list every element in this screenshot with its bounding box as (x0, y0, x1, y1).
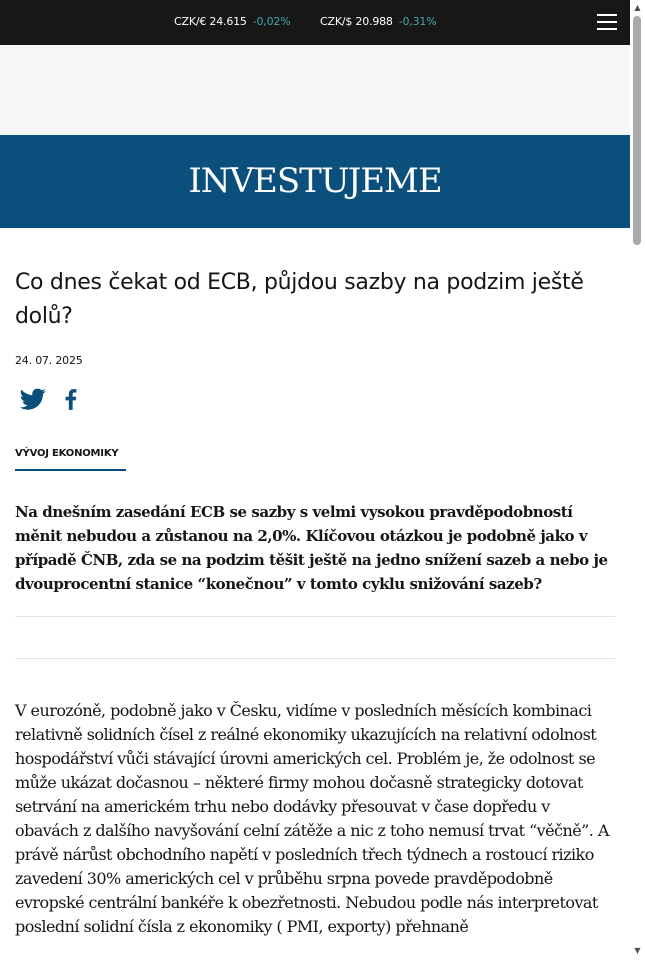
category-link[interactable]: VÝVOJ EKONOMIKY (15, 448, 119, 459)
ticker-usd-pair: CZK/$ 20.988 (320, 15, 393, 28)
divider (15, 658, 615, 659)
category-underline (15, 469, 126, 471)
article-date: 24. 07. 2025 (15, 354, 83, 367)
hamburger-menu-icon[interactable] (597, 13, 617, 31)
article-body: V eurozóně, podobně jako v Česku, vidíme v posledních měsících kombinaci relativně solidních čísel z reálné ekonomiky ukazujících na relativní odolnost hospodářství vůči stávající úrovni amerických cel. Problém je, že odolnost se může ukázat dočasnou – některé firmy mohou dočasně strategicky dotovat setrvání na americkém trhu nebo dodávky přesouvat v čase dopředu v obavách z dalšího navyšování celní zátěže a nic z toho nemusí trvat “věčně”. A právě nárůst obchodního napětí v posledních třech týdnech a rostoucí riziko zavedení 30% amerických cel v průběhu srpna povede pravděpodobně evropské centrální bankéře k obezřetnosti. Nebudou podle nás interpretovat poslední solidní čísla z ekonomiky ( PMI, exporty) přehnaně (15, 701, 609, 936)
article-lead: Na dnešním zasedání ECB se sazby s velmi vysokou pravděpodobností měnit nebudou a zůstanou na 2,0%. Klíčovou otázkou je podobně jako v případě ČNB, zda se na podzim těšit ještě na jedno snížení sazeb a nebo je dvouprocentní stanice “konečnou” v tomto cyklu snižování sazeb? (15, 503, 608, 593)
ticker-eur-change: -0,02% (252, 15, 291, 28)
article-title: Co dnes čekat od ECB, půjdou sazby na podzim ještě dolů? (15, 270, 584, 329)
facebook-icon[interactable] (58, 386, 84, 412)
divider (15, 616, 615, 617)
currency-ticker-bar (0, 0, 630, 45)
page-scrollbar[interactable] (630, 0, 645, 961)
site-logo[interactable]: INVESTUJEME (188, 161, 442, 201)
scrollbar-thumb[interactable] (633, 16, 641, 245)
twitter-icon[interactable] (20, 386, 46, 412)
scroll-up-arrow-icon[interactable]: ▲ (634, 3, 641, 12)
ticker-usd (320, 15, 436, 29)
ticker-usd-change: -0,31% (398, 15, 437, 28)
scroll-down-arrow-icon[interactable]: ▼ (634, 946, 641, 955)
ticker-eur-pair: CZK/€ 24.615 (174, 15, 247, 28)
ad-space (0, 45, 630, 135)
ticker-eur (174, 15, 290, 29)
